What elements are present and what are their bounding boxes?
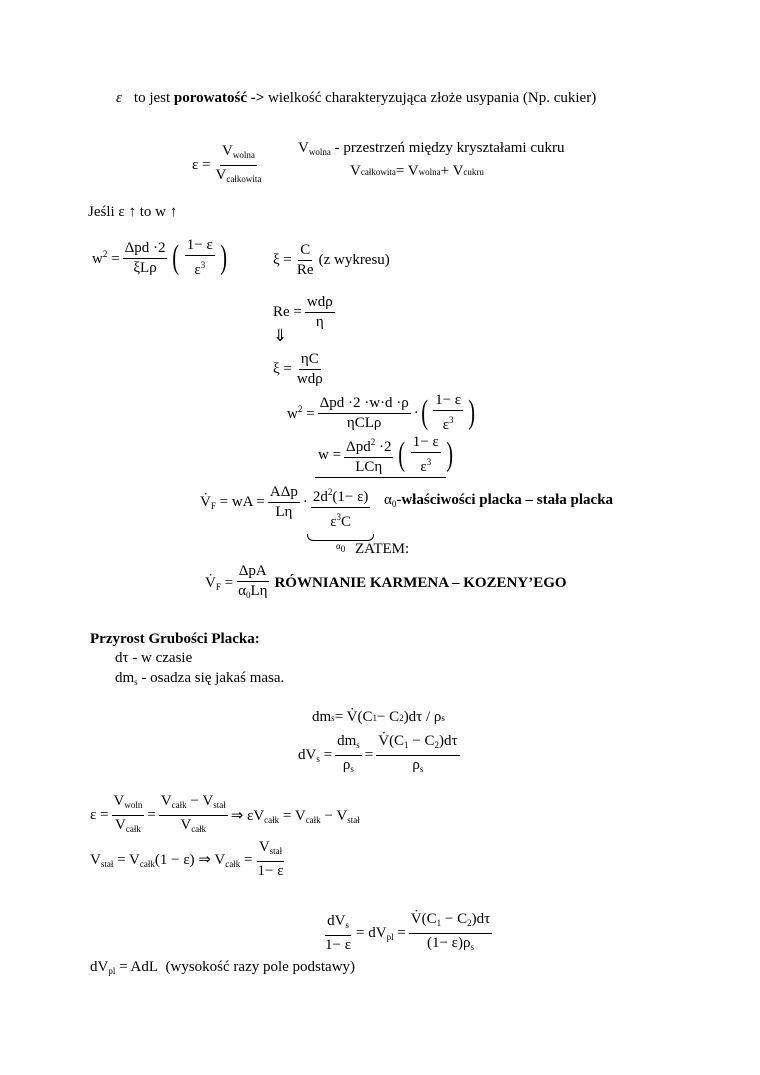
denominator: $V_{całkowita}$ xyxy=(215,167,262,184)
numerator: $V_{woln}$ xyxy=(112,792,145,816)
w-equation: w = $\frac{\Delta pd^2 \cdot 2}{\text{LCη}}$ ( $\frac{1- \varepsilon}{\varepsilon^3}$ ) xyxy=(318,434,453,475)
middle: = $dV_{pl}$ = xyxy=(356,925,406,942)
denominator: ξLρ xyxy=(133,259,157,276)
numerator: $dV_s$ xyxy=(325,912,351,936)
numerator: $V_{stał}$ xyxy=(257,838,284,862)
porosity-formula xyxy=(192,142,266,189)
denominator: $(1- \varepsilon)\rho_s$ xyxy=(426,935,474,952)
lhs: $V̇_F$ = xyxy=(205,575,234,592)
rest: ⇒ $\varepsilon V_{całk} = V_{całk} - V_{stał}$ xyxy=(230,808,360,825)
denominator: $V_{całk}$ xyxy=(115,817,141,834)
bold-term: porowatość -> xyxy=(173,90,265,106)
denominator: $\varepsilon^3$ xyxy=(194,260,206,278)
denominator: $\alpha_0L\eta$ xyxy=(238,583,268,600)
denominator: η xyxy=(315,314,324,330)
dms-equation: dm s = V̇(C 1 − C 2 )dτ / ρ s xyxy=(312,709,445,725)
equals: = xyxy=(147,807,156,823)
section-heading: Przyrost Grubości Placka: xyxy=(90,631,260,647)
numerator: 1− ε xyxy=(433,391,463,411)
w2b-equation: $w^2$ = $\frac{\text{Δpd ·2 ·w·d ·ρ}}{\text{ηCLρ}}$ · ( $\frac{1- \varepsilon}{\varepsilon^3}$ ) xyxy=(287,392,476,433)
numerator: wdρ xyxy=(305,293,335,313)
denominator: Lη xyxy=(275,504,293,520)
equation-title: RÓWNIANIE KARMENA – KOZENY’EGO xyxy=(274,575,567,591)
lhs: $w^2$ = xyxy=(92,248,120,267)
lhs: $V_{stał} = V_{całk}(1 - \varepsilon)$ ⇒ $V_{całk}$ = xyxy=(90,852,253,869)
dvpl-definition xyxy=(90,959,355,976)
numerator: $V_{wolna}$ xyxy=(220,142,257,166)
vcalkowita-note: V całkowita = V wolna + V cukru xyxy=(350,163,484,179)
numerator: $V̇(C_1 - C_2)d\tau$ xyxy=(376,732,459,756)
symbol: $\alpha_0$ xyxy=(384,492,397,509)
lhs: $w^2$ = xyxy=(287,403,315,422)
denominator: $\varepsilon^3$ xyxy=(442,415,454,433)
porosity-definition-line xyxy=(116,90,596,107)
note: (z wykresu) xyxy=(318,252,390,268)
implies-down-arrow: ⇓ xyxy=(273,326,288,345)
denominator: LCη xyxy=(355,459,383,475)
text: - w czasie xyxy=(132,650,193,666)
denominator: 1− ε xyxy=(257,863,284,879)
dtau-line xyxy=(115,650,192,667)
text: to jest xyxy=(133,90,171,106)
text: - osadza się jakaś masa. xyxy=(141,670,285,686)
numerator: ΔpA xyxy=(237,562,269,582)
numerator: C xyxy=(298,241,312,261)
vwolna-note xyxy=(298,140,565,157)
numerator: $V_{całk} - V_{stał}$ xyxy=(159,792,228,816)
lhs: ξ = xyxy=(273,361,292,377)
denominator: $\rho_s$ xyxy=(412,757,424,774)
lhs: w = xyxy=(318,446,342,463)
epsilon-volume-equation xyxy=(90,792,360,839)
symbol: $dm_s$ xyxy=(115,670,138,687)
if-line: Jeśli ε ↑ to w ↑ xyxy=(88,204,178,220)
numerator: Δpd$^2$ ·2 xyxy=(344,433,393,458)
denominator: Re xyxy=(296,262,314,278)
lhs: $dV_s$ = xyxy=(298,747,333,764)
denominator: wdρ xyxy=(296,371,323,387)
xi-equation xyxy=(273,241,390,280)
xi2-equation xyxy=(273,350,328,389)
numerator: ηC xyxy=(299,350,321,370)
lhs: ξ = xyxy=(273,252,292,268)
brace-label: $\alpha_0$ xyxy=(336,541,346,554)
numerator: 1− ε xyxy=(185,236,215,256)
equation: $dV_{pl}$ = AdL xyxy=(90,959,158,976)
denominator: $\varepsilon^3C$ xyxy=(330,512,352,530)
dms-line xyxy=(115,670,284,687)
w2-equation: $w^2$ = $\frac{\text{Δpd ·2}}{\text{ξLρ}}$ ( $\frac{1- \varepsilon}{\varepsilon^3}$ ) xyxy=(92,237,227,278)
karmen-kozeny-equation xyxy=(205,562,567,605)
dvs-equation xyxy=(298,732,463,779)
epsilon-symbol: ε xyxy=(116,90,122,106)
divider-line xyxy=(315,477,446,478)
vf-equation xyxy=(200,483,373,554)
numerator: Δpd ·2 ·w·d ·ρ xyxy=(318,394,411,414)
denominator: 1− ε xyxy=(325,937,352,953)
denominator: $V_{całk}$ xyxy=(180,817,207,834)
equals: = xyxy=(364,747,374,763)
numerator: $dm_s$ xyxy=(335,732,362,756)
dvpl-equation xyxy=(320,910,495,957)
numerator: $V̇(C_1 - C_2)d\tau$ xyxy=(409,910,492,934)
text: wielkość charakteryzująca złoże usypania (Np. cukier) xyxy=(268,90,597,106)
lhs: Re = xyxy=(273,304,302,320)
numerator: $2d^2(1- \varepsilon)$ xyxy=(311,483,371,508)
dot: · xyxy=(302,494,308,510)
lhs: ε = xyxy=(192,157,211,173)
symbol: dτ xyxy=(115,650,129,666)
numerator: AΔp xyxy=(268,483,300,503)
lhs: ε = xyxy=(90,807,109,823)
text: -właściwości placka – stała placka xyxy=(396,492,614,508)
zatem: ZATEM: xyxy=(355,541,410,557)
note: (wysokość razy pole podstawy) xyxy=(165,959,356,975)
text: - przestrzeń między kryształami cukru xyxy=(334,140,565,156)
dot: · xyxy=(413,404,419,421)
numerator: 1− ε xyxy=(411,433,441,453)
denominator: $\varepsilon^3$ xyxy=(420,457,432,475)
denominator: ηCLρ xyxy=(346,414,382,431)
denominator: $\rho_s$ xyxy=(342,757,354,774)
vstal-equation xyxy=(90,838,289,881)
numerator: Δpd ·2 xyxy=(123,239,168,259)
symbol: $V_{wolna}$ xyxy=(298,140,331,157)
alpha0-note xyxy=(384,492,613,509)
lhs: $V̇_F$ = wA = xyxy=(200,494,265,511)
